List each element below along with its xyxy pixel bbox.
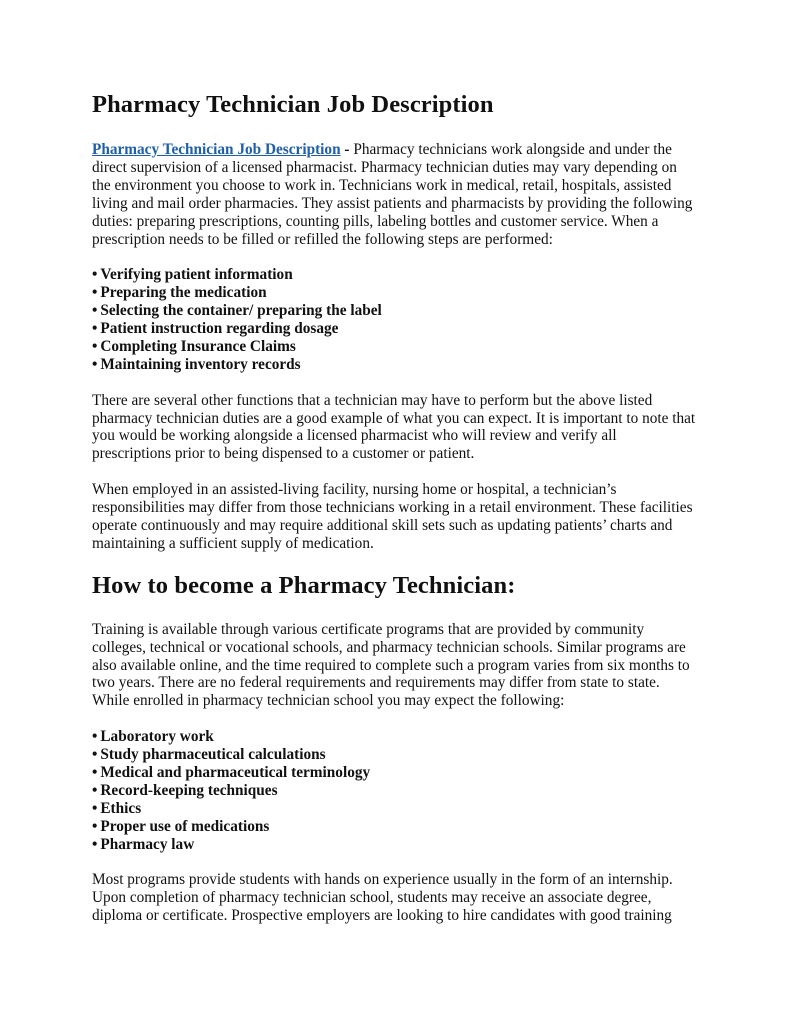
list-item-text: Proper use of medications [100, 817, 270, 835]
list-item-text: Patient instruction regarding dosage [100, 320, 339, 338]
intro-text: Pharmacy technicians work alongside and under the direct supervision of a licensed pharmacist. Pharmacy technician duties may vary depending on the environment you choose to work in. Technicians work in medical, retail, hospitals, assisted living and mail order pharmacies. They assist patients and pharmacists by providing the following duties: preparing prescriptions, counting pills, labeling bottles and customer service. When a prescription needs to be filled or refilled the following steps are performed: [92, 141, 693, 248]
list-item-text: Preparing the medication [100, 284, 267, 302]
list-item-text: Study pharmaceutical calculations [100, 746, 326, 764]
bullet-icon: • [92, 728, 98, 746]
bullet-icon: • [92, 337, 98, 355]
list-item-text: Ethics [100, 799, 142, 817]
bullet-icon: • [92, 320, 98, 338]
bullet-icon: • [92, 302, 98, 320]
list-item-text: Selecting the container/ preparing the label [100, 302, 382, 320]
bullet-icon: • [92, 284, 98, 302]
list-item-text: Pharmacy law [100, 835, 195, 853]
bullet-icon: • [92, 817, 98, 835]
list-item-text: Medical and pharmaceutical terminology [100, 763, 371, 781]
bullet-icon: • [92, 835, 98, 853]
list-item [92, 782, 699, 800]
list-item [92, 836, 699, 854]
list-item [92, 320, 699, 338]
facilities-paragraph: When employed in an assisted-living facility, nursing home or hospital, a technician’s responsibilities may differ from those technicians working in a retail environment. These facilities operate continuously and may require additional skill sets such as updating patients’ charts and maintaining a sufficient supply of medication. [92, 481, 693, 552]
list-item-text: Record-keeping techniques [100, 781, 278, 799]
section-heading: How to become a Pharmacy Technician: [92, 571, 516, 599]
training-list [92, 728, 699, 853]
list-item-text: Maintaining inventory records [100, 355, 301, 373]
bullet-icon: • [92, 781, 98, 799]
job-description-link[interactable]: Pharmacy Technician Job Description [92, 141, 341, 158]
functions-paragraph: There are several other functions that a technician may have to perform but the above listed pharmacy technician duties are a good example of what you can expect. It is important to note that you would be working alongside a licensed pharmacist who will review and verify all prescriptions prior to being dispensed to a customer or patient. [92, 391, 696, 463]
list-item [92, 818, 699, 836]
bullet-icon: • [92, 355, 98, 373]
training-paragraph: Training is available through various certificate programs that are provided by community colleges, technical or vocational schools, and pharmacy technician schools. Similar programs are also available online, and the time required to complete such a program varies from six months to two years. There are no federal requirements and requirements may differ from state to state. While enrolled in pharmacy technician school you may expect the following: [92, 620, 690, 710]
list-item [92, 728, 699, 746]
list-item [92, 800, 699, 818]
programs-paragraph: Most programs provide students with hands on experience usually in the form of an internship. Upon completion of pharmacy technician school, students may receive an associate degree, diploma or certificate. Prospective employers are looking to hire candidates with good training [92, 871, 673, 925]
list-item-text: Laboratory work [100, 728, 214, 746]
list-item [92, 764, 699, 782]
list-item [92, 302, 699, 320]
list-item [92, 284, 699, 302]
intro-separator: - [340, 141, 354, 158]
bullet-icon: • [92, 763, 98, 781]
bullet-icon: • [92, 746, 98, 764]
steps-list [92, 266, 699, 373]
list-item [92, 746, 699, 764]
list-item-text: Verifying patient information [100, 266, 293, 284]
list-item-text: Completing Insurance Claims [100, 337, 296, 355]
bullet-icon: • [92, 799, 98, 817]
page-title: Pharmacy Technician Job Description [92, 91, 494, 118]
list-item [92, 338, 699, 356]
bullet-icon: • [92, 266, 98, 284]
list-item [92, 356, 699, 374]
intro-paragraph [92, 141, 699, 248]
list-item [92, 266, 699, 284]
